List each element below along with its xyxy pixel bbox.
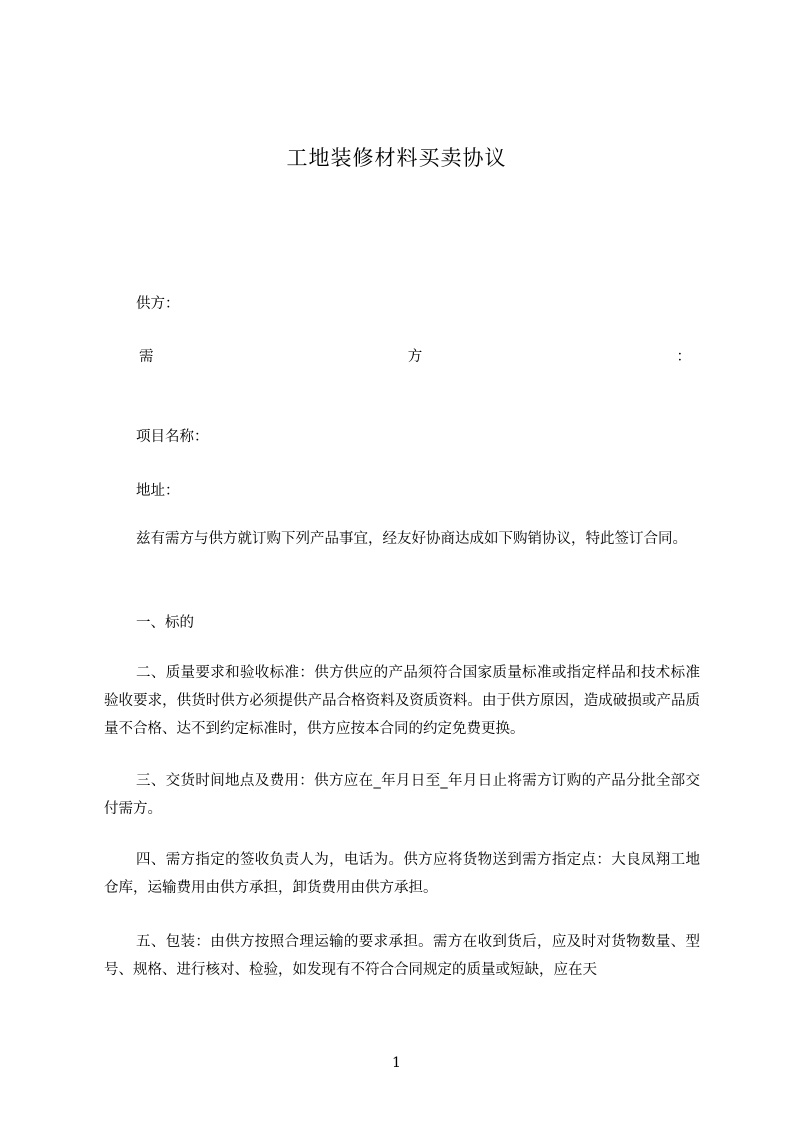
project-name-label: 项目名称： bbox=[136, 429, 209, 445]
supplier-label: 供方： bbox=[136, 296, 180, 312]
section-2-paragraph: 二、质量要求和验收标准：供方供应的产品须符合国家质量标准或指定样品和技术标准验收要求，供货时供方必须提供产品合格资料及资质资料。由于供方原因，造成破损或产品质量不合格、达不到约定标准时，供方应按本合同的约定免费更换。 bbox=[104, 665, 700, 737]
section-3-paragraph: 三、交货时间地点及费用：供方应在_年月日至_年月日止将需方订购的产品分批全部交付需方。 bbox=[104, 773, 700, 817]
section-1-heading: 一、标的 bbox=[136, 615, 194, 631]
document-title: 工地装修材料买卖协议 bbox=[286, 146, 507, 170]
buyer-label-char1: 需 bbox=[139, 349, 154, 365]
page-number: 1 bbox=[392, 1055, 401, 1071]
buyer-label-colon: ： bbox=[676, 349, 691, 365]
section-4-paragraph: 四、需方指定的签收负责人为，电话为。供方应将货物送到需方指定点：大良凤翔工地仓库，运输费用由供方承担，卸货费用由供方承担。 bbox=[104, 852, 700, 896]
buyer-label bbox=[139, 345, 691, 366]
buyer-label-char2: 方 bbox=[407, 349, 423, 365]
section-5-paragraph: 五、包装：由供方按照合理运输的要求承担。需方在收到货后，应及时对货物数量、型号、规格、进行核对、检验，如发现有不符合合同规定的质量或短缺，应在天 bbox=[104, 934, 700, 978]
address-label: 地址： bbox=[136, 483, 180, 499]
intro-paragraph: 兹有需方与供方就订购下列产品事宜，经友好协商达成如下购销协议，特此签订合同。 bbox=[136, 531, 687, 547]
